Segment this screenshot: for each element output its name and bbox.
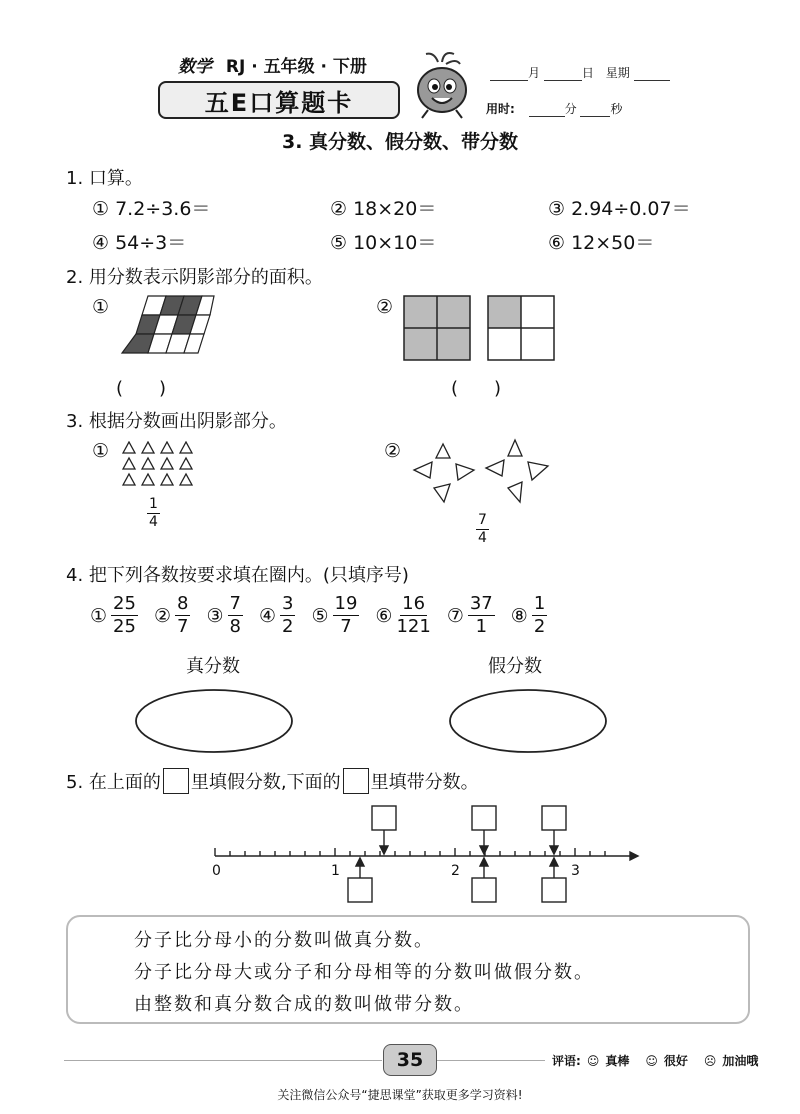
square-figure-2: [487, 295, 557, 361]
second-label: 秒: [610, 102, 623, 116]
parallelogram-figure: [118, 294, 218, 356]
minute-label: 分: [564, 102, 577, 116]
tick-label-0: 0: [212, 863, 221, 879]
q1-title: 1. 口算。: [66, 168, 143, 189]
q5-text-a: 5. 在上面的: [66, 772, 161, 793]
numerator: 1: [149, 496, 158, 512]
time-label: 用时:: [486, 102, 515, 116]
fraction-item: ① $\frac{25}{25}$: [90, 593, 136, 637]
edition: RJ · 五年级 · 下册: [225, 57, 367, 77]
footer-rule-right: [437, 1060, 545, 1061]
q4-title: 4. 把下列各数按要求填在圈内。(只填序号): [66, 565, 409, 586]
rating-option[interactable]: 加油哦: [722, 1054, 759, 1068]
label-improper: 假分数: [488, 656, 542, 677]
rating-option[interactable]: 真棒: [605, 1054, 630, 1068]
frown-icon[interactable]: ☹: [703, 1053, 717, 1068]
subject: 数学: [178, 57, 212, 77]
q1-item: ① 7.2÷3.6＝: [92, 198, 211, 220]
q3-label-2: ②: [384, 440, 402, 462]
subject-header: [178, 52, 367, 77]
denominator: 4: [478, 530, 487, 546]
number-line: [205, 800, 645, 912]
triangle-shapes[interactable]: [410, 436, 560, 506]
q1-item: ② 18×20＝: [330, 198, 437, 220]
label-proper: 真分数: [186, 656, 240, 677]
fraction-item: ⑥ $\frac{16}{121}$: [375, 593, 431, 637]
note-line: 由整数和真分数合成的数叫做带分数。: [134, 994, 474, 1015]
fraction-item: ② $\frac{8}{7}$: [153, 593, 189, 637]
rating-row: [552, 1052, 758, 1069]
q1-item: ⑥ 12×50＝: [548, 232, 655, 254]
proper-oval[interactable]: [134, 688, 294, 754]
denominator: 4: [149, 514, 158, 530]
q2-label-1: ①: [92, 296, 110, 318]
numerator: 7: [478, 512, 487, 528]
q2-title: 2. 用分数表示阴影部分的面积。: [66, 267, 323, 288]
page-title: 3. 真分数、假分数、带分数: [282, 131, 519, 153]
tick-label-3: 3: [571, 863, 580, 879]
date-line: [490, 64, 670, 81]
rating-option[interactable]: 很好: [663, 1054, 688, 1068]
improper-oval[interactable]: [448, 688, 608, 754]
day-label: 日: [581, 66, 594, 80]
fraction-item: ⑦ $\frac{37}{1}$: [446, 593, 493, 637]
fraction-item: ④ $\frac{3}{2}$: [258, 593, 294, 637]
fraction-item: ③ $\frac{7}{8}$: [206, 593, 241, 637]
square-figure-1: [403, 295, 473, 361]
banner: 五E口算题卡: [158, 81, 400, 119]
answer-blank-2[interactable]: ( ): [451, 378, 502, 399]
note-line: 分子比分母大或分子和分母相等的分数叫做假分数。: [134, 962, 594, 983]
fraction-list: [90, 593, 547, 638]
tick-label-2: 2: [451, 863, 460, 879]
answer-blank-1[interactable]: ( ): [116, 378, 167, 399]
q5-title: [66, 768, 479, 794]
weekday-label: 星期: [605, 66, 630, 80]
smile-icon[interactable]: ☺: [586, 1053, 600, 1068]
fraction-7-4: [476, 512, 489, 547]
q2-label-2: ②: [376, 296, 394, 318]
page-number: 35: [383, 1044, 437, 1076]
q5-text-c: 里填带分数。: [370, 772, 479, 793]
time-line: [486, 100, 623, 117]
q1-item: ④ 54÷3＝: [92, 232, 187, 254]
q3-label-1: ①: [92, 440, 110, 462]
rating-label: 评语:: [552, 1054, 581, 1068]
q5-text-b: 里填假分数,下面的: [190, 772, 341, 793]
tick-label-1: 1: [331, 863, 340, 879]
fraction-1-4: [147, 496, 160, 531]
month-label: 月: [528, 66, 541, 80]
triangle-grid[interactable]: [118, 441, 198, 489]
box-sample: [163, 768, 189, 794]
note-line: 分子比分母小的分数叫做真分数。: [134, 930, 434, 951]
mascot-icon: [408, 50, 478, 120]
fraction-item: ⑤ $\frac{19}{7}$: [311, 593, 358, 637]
box-sample: [343, 768, 369, 794]
q1-item: ⑤ 10×10＝: [330, 232, 437, 254]
q1-item: ③ 2.94÷0.07＝: [548, 198, 691, 220]
fraction-item: ⑧ $\frac{1}{2}$: [510, 593, 546, 637]
footer-promo: 关注微信公众号“捷思课堂”获取更多学习资料!: [277, 1088, 523, 1102]
smile-icon[interactable]: ☺: [645, 1053, 658, 1068]
q3-title: 3. 根据分数画出阴影部分。: [66, 411, 287, 432]
footer-rule-left: [64, 1060, 382, 1061]
